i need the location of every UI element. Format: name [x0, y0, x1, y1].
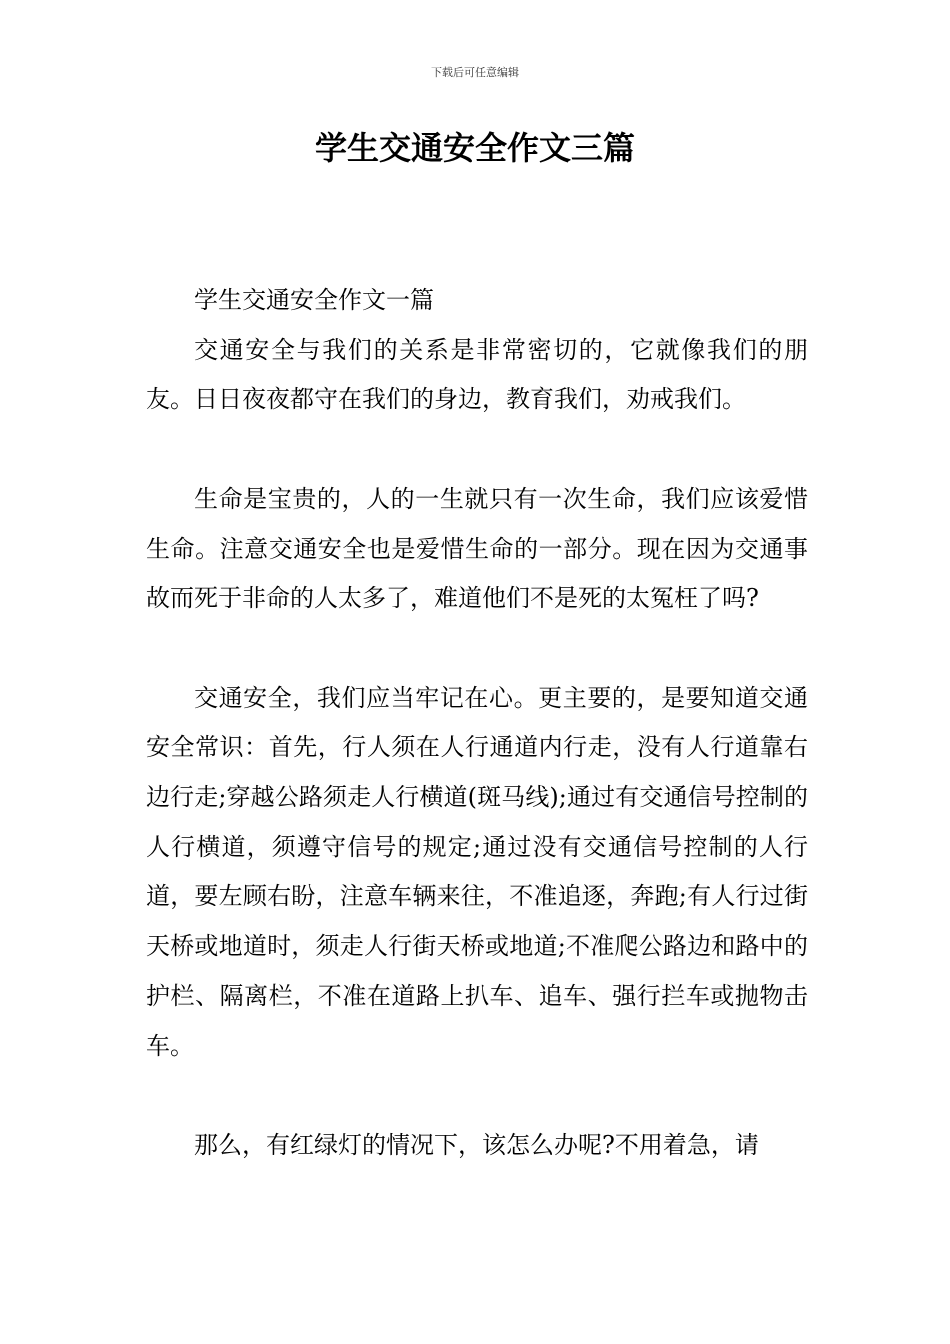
header-note: 下载后可任意编辑: [431, 66, 519, 79]
section-heading: 学生交通安全作文一篇: [194, 286, 434, 314]
paragraph-1: 交通安全与我们的关系是非常密切的，它就像我们的朋友。日日夜夜都守在我们的身边，教育我们，劝戒我们。: [146, 335, 808, 414]
document-title: 学生交通安全作文三篇: [314, 129, 635, 167]
paragraph-4: 那么，有红绿灯的情况下，该怎么办呢?不用着急，请: [194, 1130, 759, 1159]
document-body: [146, 276, 808, 1171]
paragraph-3: 交通安全，我们应当牢记在心。更主要的，是要知道交通安全常识：首先，行人须在人行通道内行走，没有人行道靠右边行走;穿越公路须走人行横道(斑马线);通过有交通信号控制的人行横道，须遵守信号的规定;通过没有交通信号控制的人行道，要左顾右盼，注意车辆来往，不准追逐，奔跑;有人行过街天桥或地道时，须走人行街天桥或地道;不准爬公路边和路中的护栏、隔离栏，不准在道路上扒车、追车、强行拦车或抛物击车。: [146, 683, 808, 1060]
paragraph-spacer: [146, 425, 808, 475]
paragraph-spacer: [146, 1071, 808, 1121]
paragraph-2: 生命是宝贵的，人的一生就只有一次生命，我们应该爱惜生命。注意交通安全也是爱惜生命的一部分。现在因为交通事故而死于非命的人太多了，难道他们不是死的太冤枉了吗?: [146, 484, 808, 613]
paragraph-spacer: [146, 624, 808, 674]
